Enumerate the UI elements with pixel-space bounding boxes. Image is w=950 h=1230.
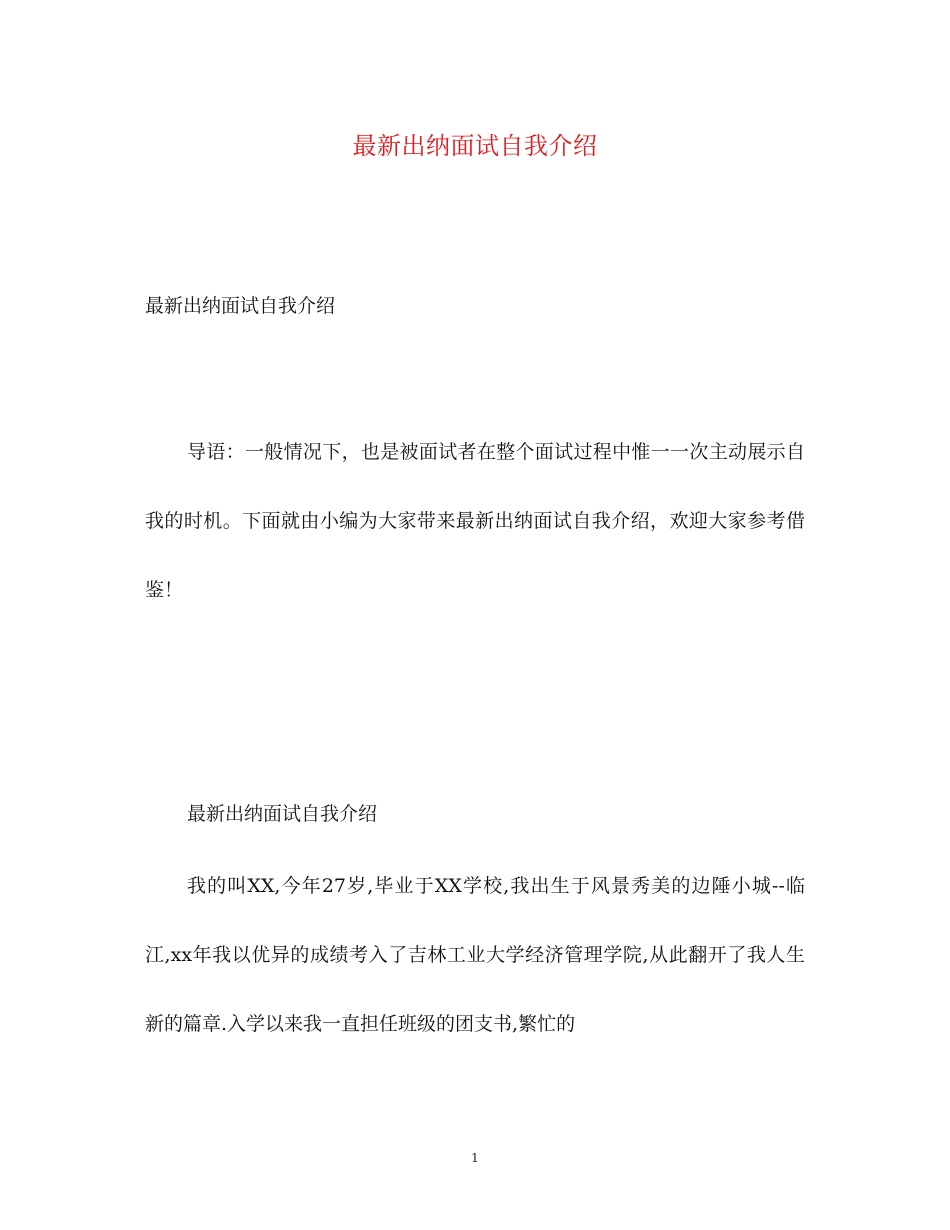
page-number: 1 (471, 1151, 479, 1165)
document-title: 最新出纳面试自我介绍 (352, 132, 598, 160)
section-heading: 最新出纳面试自我介绍 (187, 803, 378, 825)
intro-paragraph: 导语：一般情况下，也是被面试者在整个面试过程中惟一一次主动展示自我的时机。下面就由小编为大家带来最新出纳面试自我介绍，欢迎大家参考借鉴！ (145, 441, 805, 601)
body-paragraph: 我的叫XX,今年27岁,毕业于XX学校,我出生于风景秀美的边陲小城--临江,xx年我以优异的成绩考入了吉林工业大学经济管理学院,从此翻开了我人生新的篇章.入学以来我一直担任班级的团支书,繁忙的 (145, 875, 805, 1035)
document-subtitle: 最新出纳面试自我介绍 (145, 295, 336, 317)
